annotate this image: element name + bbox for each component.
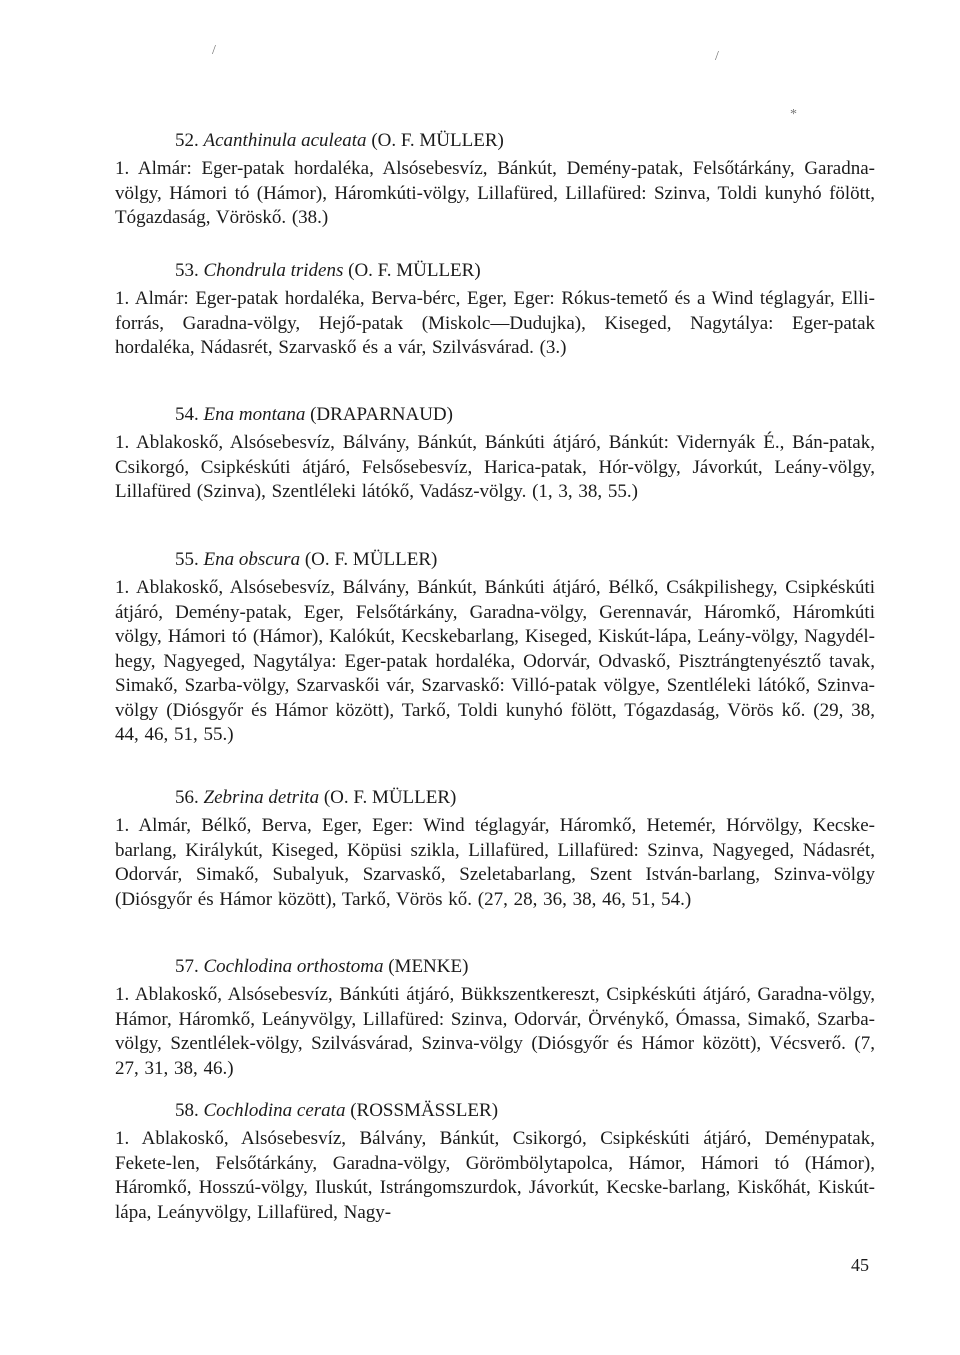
locality-list: 1. Almár: Eger-patak hordaléka, Berva-bérc, Eger, Eger: Rókus-temető és a Wind téglagyár, Elli-forrás, Garadna-völgy, Hejő-patak (Miskolc—Dudujka), Kiseged, Nagytálya: Eger-patak hordaléka, Nádasrét, Szarvaskő és a vár, Szilvásvárad. (3.) (115, 288, 875, 358)
locality-list: 1. Ablakoskő, Alsósebesvíz, Bálvány, Bánkút, Bánkúti átjáró, Bélkő, Csákpilishegy, Csipkéskúti átjáró, Demény-patak, Eger, Felsőtárkány, Garadna-völgy, Gerennavár, Háromkő, Háromkúti völgy, Hámori tó (Hámor), Kalókút, Kecskebarlang, Kiseged, Kiskút-lápa, Leány-völgy, Nagydél-hegy, Nagyeged, Nagytálya: Eger-patak hordaléka, Odorvár, Odvaskő, Pisztrángtenyésztő tavak, Simakő, Szarba-völgy, Szarvaskői vár, Szarvaskő: Villó-patak völgye, Szentléleki látókő, Szinva-völgy (Diósgyőr és Hámor között), Tarkő, Toldi kunyhó fölött, Tógazdaság, Vörös kő. (29, 38, 44, 46, 51, 55.) (115, 577, 875, 745)
species-heading (175, 954, 875, 979)
scan-speck: * (790, 107, 797, 122)
species-entry-56 (115, 785, 875, 912)
page-number: 45 (851, 1255, 869, 1275)
species-entry-54 (115, 402, 875, 505)
species-entry-58 (115, 1098, 875, 1225)
species-number: 55. (175, 549, 199, 570)
species-name: Cochlodina orthostoma (203, 956, 384, 977)
species-author: (ROSSMÄSSLER) (350, 1100, 499, 1121)
species-author: (MENKE) (388, 956, 469, 977)
scan-speck: / (212, 43, 216, 58)
species-name: Ena obscura (203, 549, 301, 570)
species-entry-55 (115, 547, 875, 748)
species-name: Ena montana (203, 404, 306, 425)
species-name: Zebrina detrita (203, 787, 320, 808)
species-name: Chondrula tridens (203, 260, 344, 281)
species-entry-52 (115, 128, 875, 231)
species-heading (175, 547, 875, 572)
species-number: 52. (175, 130, 199, 151)
species-author: (O. F. MÜLLER) (371, 130, 504, 151)
species-heading (175, 785, 875, 810)
species-author: (O. F. MÜLLER) (348, 260, 481, 281)
species-number: 54. (175, 404, 199, 425)
species-name: Acanthinula aculeata (203, 130, 367, 151)
species-name: Cochlodina cerata (203, 1100, 346, 1121)
species-number: 57. (175, 956, 199, 977)
species-heading (175, 1098, 875, 1123)
species-number: 56. (175, 787, 199, 808)
locality-list: 1. Almár, Bélkő, Berva, Eger, Eger: Wind téglagyár, Háromkő, Hetemér, Hórvölgy, Kecske-barlang, Királykút, Kiseged, Köpüsi szikla, Lillafüred, Lillafüred: Szinva, Nagyeged, Nádasrét, Odorvár, Simakő, Subalyuk, Szarvaskő, Szeletabarlang, Szent István-barlang, Szinva-völgy (Diósgyőr és Hámor között), Tarkő, Vörös kő. (27, 28, 36, 38, 46, 51, 54.) (115, 815, 875, 910)
species-number: 58. (175, 1100, 199, 1121)
species-entry-53 (115, 258, 875, 361)
species-heading (175, 402, 875, 427)
locality-list: 1. Ablakoskő, Alsósebesvíz, Bálvány, Bánkút, Csikorgó, Csipkéskúti átjáró, Deménypatak, Fekete-len, Felsőtárkány, Garadna-völgy, Görömbölytapolca, Hámor, Hámori tó (Hámor), Háromkő, Hosszú-völgy, Iluskút, Istrángomszurdok, Jávorkút, Kecske-barlang, Kiskőhát, Kiskút-lápa, Leányvölgy, Lillafüred, Nagy- (115, 1128, 875, 1223)
species-author: (O. F. MÜLLER) (323, 787, 457, 808)
locality-list: 1. Almár: Eger-patak hordaléka, Alsósebesvíz, Bánkút, Demény-patak, Felsőtárkány, Garadna-völgy, Hámori tó (Hámor), Háromkúti-völgy, Lillafüred, Lillafüred: Szinva, Toldi kunyhó fölött, Tógazdaság, Vöröskő. (38.) (115, 158, 875, 228)
locality-list: 1. Ablakoskő, Alsósebesvíz, Bálvány, Bánkút, Bánkúti átjáró, Bánkút: Vidernyák É., Bán-patak, Csikorgó, Csipkéskúti átjáró, Felsősebesvíz, Harica-patak, Hór-völgy, Jávorkút, Leány-völgy, Lillafüred (Szinva), Szentléleki látókő, Vadász-völgy. (1, 3, 38, 55.) (115, 432, 875, 502)
species-number: 53. (175, 260, 199, 281)
locality-list: 1. Ablakoskő, Alsósebesvíz, Bánkúti átjáró, Bükkszentkereszt, Csipkéskúti átjáró, Garadna-völgy, Hámor, Háromkő, Leányvölgy, Lillafüred: Szinva, Odorvár, Örvénykő, Ómassa, Simakő, Szarba-völgy, Szentlélek-völgy, Szilvásvárad, Szinva-völgy (Diósgyőr és Hámor között), Vécsverő. (7, 27, 31, 38, 46.) (115, 984, 875, 1079)
species-heading (175, 128, 875, 153)
species-entry-57 (115, 954, 875, 1081)
species-author: (O. F. MÜLLER) (304, 549, 438, 570)
scan-speck: / (715, 49, 719, 64)
species-heading (175, 258, 875, 283)
species-author: (DRAPARNAUD) (310, 404, 453, 425)
